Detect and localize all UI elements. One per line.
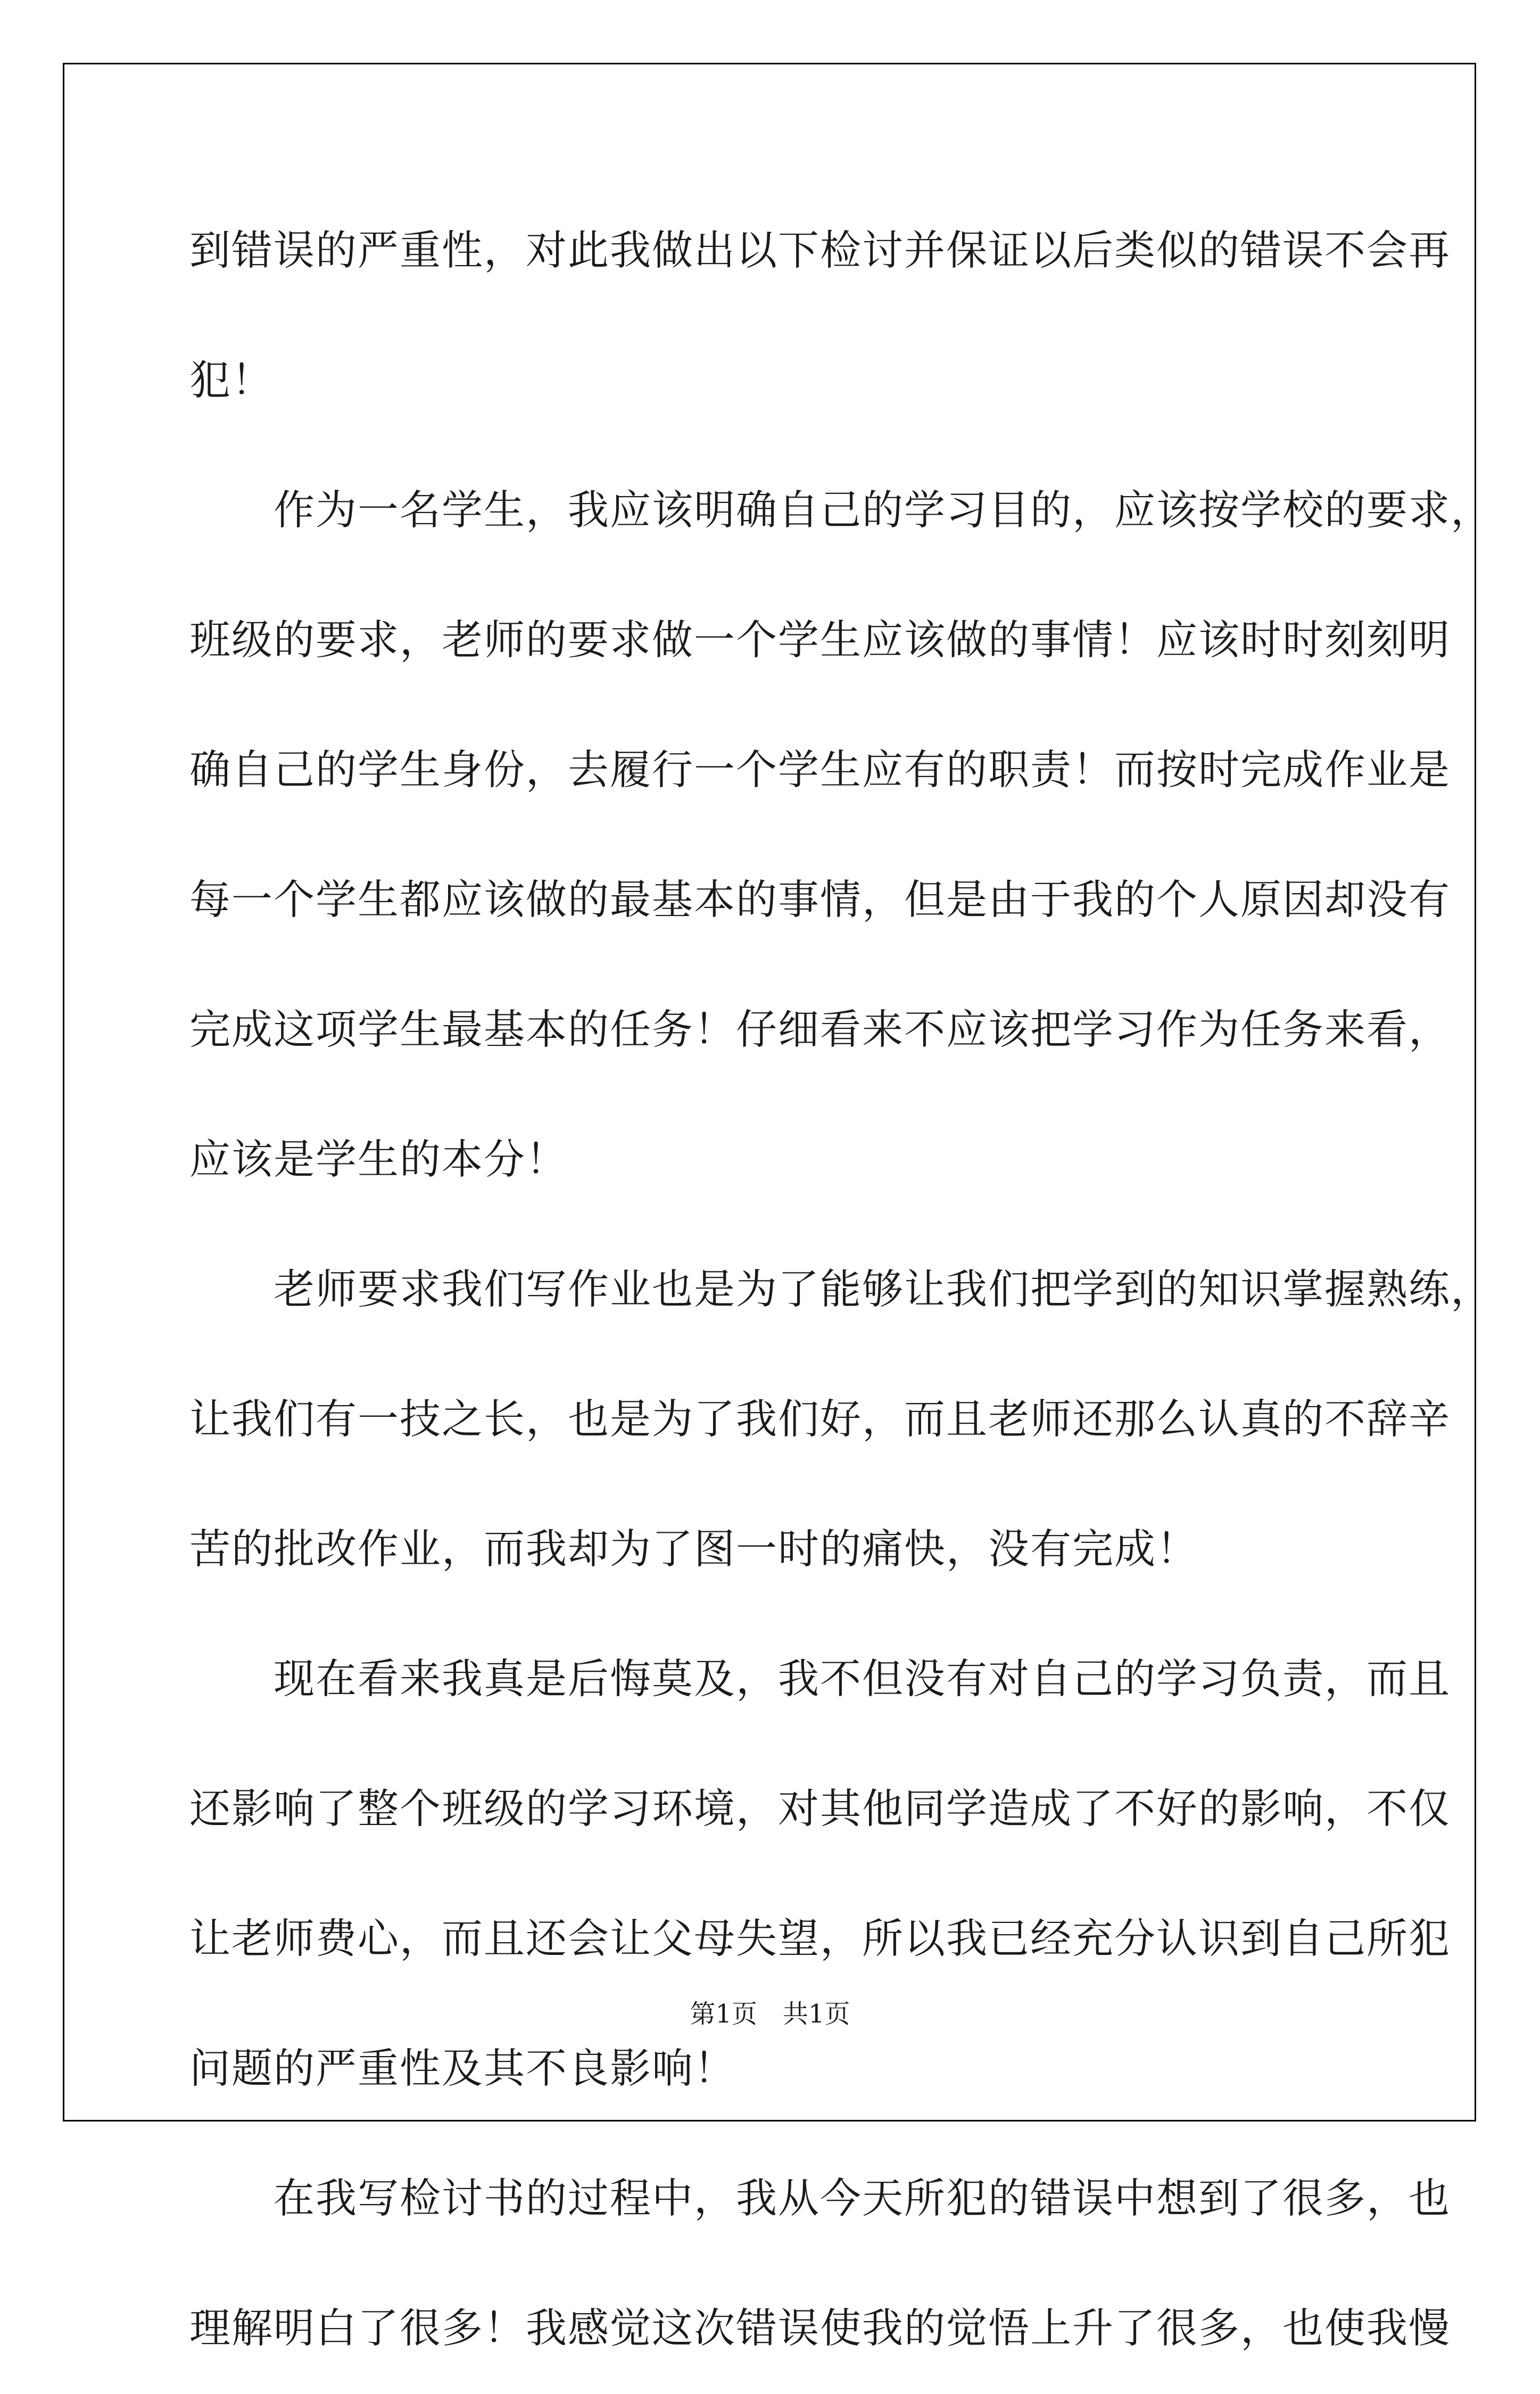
text-line: 现在看来我真是后悔莫及，我不但没有对自己的学习负责，而且 bbox=[189, 1656, 1451, 1703]
text-line: 每一个学生都应该做的最基本的事情，但是由于我的个人原因却没有 bbox=[189, 877, 1451, 924]
text-line: 问题的严重性及其不良影响！ bbox=[189, 2045, 736, 2093]
text-line: 让老师费心，而且还会让父母失望，所以我已经充分认识到自己所犯 bbox=[189, 1916, 1451, 1963]
text-line: 老师要求我们写作业也是为了能够让我们把学到的知识掌握熟练， bbox=[189, 1266, 1493, 1314]
text-line: 应该是学生的本分！ bbox=[189, 1136, 568, 1184]
text-line: 还影响了整个班级的学习环境，对其他同学造成了不好的影响，不仅 bbox=[189, 1786, 1451, 1833]
text-line: 苦的批改作业，而我却为了图一时的痛快，没有完成！ bbox=[189, 1526, 1198, 1573]
text-line: 让我们有一技之长，也是为了我们好，而且老师还那么认真的不辞辛 bbox=[189, 1396, 1451, 1443]
text-line: 班级的要求，老师的要求做一个学生应该做的事情！应该时时刻刻明 bbox=[189, 617, 1451, 664]
text-line: 完成这项学生最基本的任务！仔细看来不应该把学习作为任务来看， bbox=[189, 1006, 1451, 1054]
page-number-footer: 第1页 共1页 bbox=[690, 1999, 850, 2029]
text-line: 到错误的严重性，对此我做出以下检讨并保证以后类似的错误不会再 bbox=[189, 227, 1451, 275]
text-line: 确自己的学生身份，去履行一个学生应有的职责！而按时完成作业是 bbox=[189, 747, 1451, 794]
text-line: 在我写检讨书的过程中，我从今天所犯的错误中想到了很多，也 bbox=[189, 2175, 1451, 2223]
text-line: 作为一名学生，我应该明确自己的学习目的，应该按学校的要求， bbox=[189, 487, 1493, 534]
text-line: 理解明白了很多！我感觉这次错误使我的觉悟上升了很多，也使我慢 bbox=[189, 2305, 1451, 2352]
text-line: 犯！ bbox=[189, 357, 274, 404]
document-body bbox=[189, 186, 1493, 2394]
